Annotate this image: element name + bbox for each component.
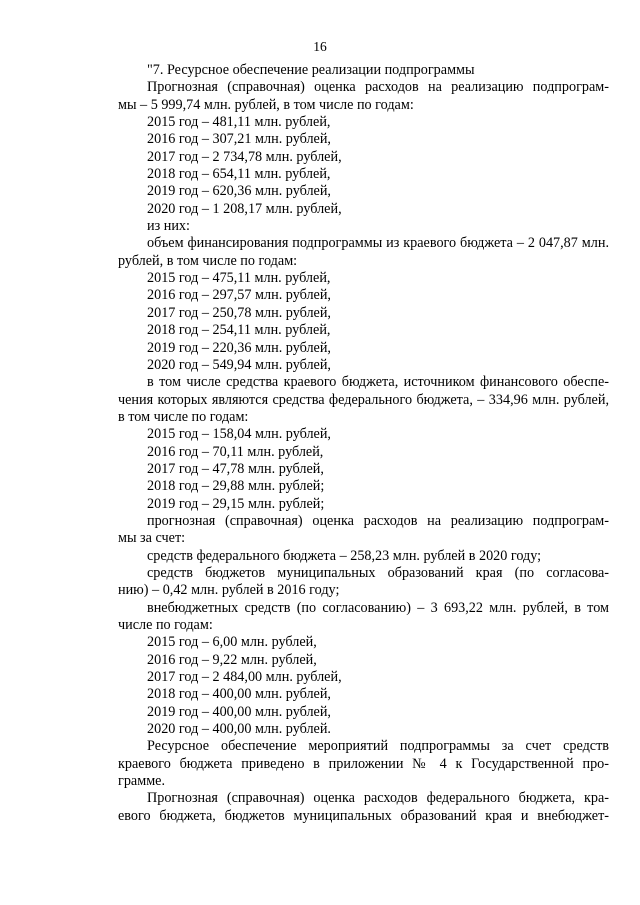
text-line: 2020 год – 1 208,17 млн. рублей, [147,200,342,217]
text-line: 2015 год – 158,04 млн. рублей, [147,426,331,443]
text-line: 2017 год – 250,78 млн. рублей, [147,304,331,321]
text-line: 2015 год – 481,11 млн. рублей, [147,114,331,131]
text-line: рублей, в том числе по годам: [118,252,298,269]
text-line: 2015 год – 6,00 млн. рублей, [147,634,317,651]
page-number: 16 [313,39,327,54]
text-line: грамме. [118,773,166,790]
text-line: 2016 год – 9,22 млн. рублей, [147,651,317,668]
text-line: средств федерального бюджета – 258,23 млн. рублей в 2020 году; [147,547,542,564]
text-line: нию) – 0,42 млн. рублей в 2016 году; [118,582,340,599]
text-line: объем финансирования подпрограммы из краевого бюджета – 2 047,87 млн. [147,235,609,252]
text-line: числе по годам: [118,617,213,633]
text-line: 2019 год – 29,15 млн. рублей; [147,495,325,512]
text-line: 2018 год – 400,00 млн. рублей, [147,686,331,703]
text-line: 2018 год – 29,88 млн. рублей; [147,478,325,495]
text-line: Прогнозная (справочная) оценка расходов федерального бюджета, кра- [147,790,609,807]
text-line: прогнозная (справочная) оценка расходов на реализацию подпрограм- [147,512,609,529]
text-line: из них: [147,218,190,235]
text-line: 2020 год – 549,94 млн. рублей, [147,356,331,373]
text-line: 2016 год – 70,11 млн. рублей, [147,443,324,460]
text-line: мы – 5 999,74 млн. рублей, в том числе по годам: [118,96,414,113]
text-line: 2015 год – 475,11 млн. рублей, [147,270,331,287]
text-line: 2016 год – 297,57 млн. рублей, [147,287,331,304]
text-line: 2017 год – 2 734,78 млн. рублей, [147,148,342,165]
text-line: в том числе по годам: [118,408,249,425]
text-line: мы за счет: [118,530,186,547]
text-line: 2018 год – 254,11 млн. рублей, [147,322,331,339]
text-line: Прогнозная (справочная) оценка расходов на реализацию подпрограм- [147,79,609,96]
text-line: внебюджетных средств (по согласованию) – 3 693,22 млн. рублей, в том [147,599,609,616]
text-line: Ресурсное обеспечение мероприятий подпрограммы за счет средств [147,738,609,755]
text-line: 2019 год – 400,00 млн. рублей, [147,703,331,720]
text-line: чения которых являются средства федерального бюджета, – 334,96 млн. рублей, [118,391,609,408]
text-line: 2018 год – 654,11 млн. рублей, [147,166,331,183]
text-line: евого бюджета, бюджетов муниципальных образований края и внебюджет- [118,807,609,824]
text-line: 2016 год – 307,21 млн. рублей, [147,131,331,148]
text-line: "7. Ресурсное обеспечение реализации подпрограммы [147,62,475,78]
text-line: 2019 год – 220,36 млн. рублей, [147,339,331,356]
text-line: 2019 год – 620,36 млн. рублей, [147,183,331,200]
text-line: краевого бюджета приведено в приложении № 4 к Государственной про- [118,755,609,772]
text-line: 2020 год – 400,00 млн. рублей. [147,721,331,738]
document-body [118,62,609,825]
text-line: 2017 год – 47,78 млн. рублей, [147,460,324,477]
text-line: средств бюджетов муниципальных образований края (по согласова- [147,564,609,581]
text-line: 2017 год – 2 484,00 млн. рублей, [147,669,342,686]
text-line: в том числе средства краевого бюджета, источником финансового обеспе- [147,374,609,391]
